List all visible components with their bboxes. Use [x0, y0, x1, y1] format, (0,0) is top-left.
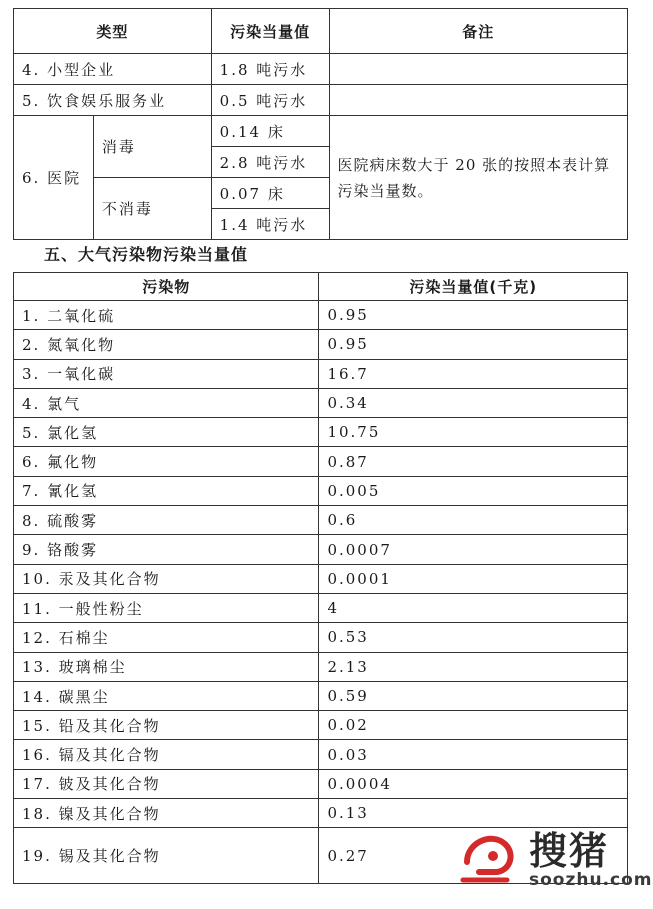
- table-row: [14, 330, 628, 359]
- table-row: [14, 506, 628, 535]
- pollutant-name: 16. 镉及其化合物: [14, 740, 319, 769]
- pollutant-value: 0.95: [319, 330, 628, 359]
- pollutant-value: 0.0007: [319, 535, 628, 564]
- table-row: [14, 359, 628, 388]
- pollutant-value: 0.87: [319, 447, 628, 476]
- pollutant-name: 10. 汞及其化合物: [14, 564, 319, 593]
- table-row: [14, 652, 628, 681]
- pollutant-value: 0.95: [319, 301, 628, 330]
- row-value: 0.5 吨污水: [211, 85, 329, 116]
- pollutant-value: 0.005: [319, 476, 628, 505]
- header-note: 备注: [329, 9, 627, 54]
- pollutant-name: 12. 石棉尘: [14, 623, 319, 652]
- pollutant-value: 0.02: [319, 711, 628, 740]
- watermark: [457, 818, 653, 903]
- watermark-brand: 搜猪: [529, 828, 610, 873]
- pollutant-name: 3. 一氧化碳: [14, 359, 319, 388]
- pollutant-name: 13. 玻璃棉尘: [14, 652, 319, 681]
- row-value: 1.8 吨污水: [211, 54, 329, 85]
- pollutant-name: 18. 镍及其化合物: [14, 799, 319, 828]
- row-note: [329, 54, 627, 85]
- header-type: 类型: [14, 9, 212, 54]
- table-row: [14, 418, 628, 447]
- pollutant-name: 9. 铬酸雾: [14, 535, 319, 564]
- pollutant-name: 19. 锡及其化合物: [14, 828, 319, 884]
- pollutant-name: 2. 氮氧化物: [14, 330, 319, 359]
- table-row: [14, 301, 628, 330]
- pollutant-name: 15. 铅及其化合物: [14, 711, 319, 740]
- pollutant-value: 0.0004: [319, 769, 628, 798]
- row-value: 1.4 吨污水: [211, 209, 329, 240]
- table-row: [14, 769, 628, 798]
- pollutant-name: 8. 硫酸雾: [14, 506, 319, 535]
- row-value: 0.14 床: [211, 116, 329, 147]
- table-row: [14, 623, 628, 652]
- pollutant-value: 2.13: [319, 652, 628, 681]
- pollutant-name: 7. 氰化氢: [14, 476, 319, 505]
- pollutant-name: 6. 氟化物: [14, 447, 319, 476]
- header-equivalent: 污染当量值(千克): [319, 273, 628, 301]
- table-row: [14, 593, 628, 622]
- pollutant-name: 14. 碳黑尘: [14, 681, 319, 710]
- table-row: [14, 476, 628, 505]
- table-row: [14, 388, 628, 417]
- table-row: [14, 711, 628, 740]
- table-row: [14, 564, 628, 593]
- soozhu-logo-icon: [457, 822, 527, 894]
- pollutant-value: 0.59: [319, 681, 628, 710]
- hospital-type: 6. 医院: [14, 116, 94, 240]
- table-row: [14, 681, 628, 710]
- pollutant-name: 5. 氯化氢: [14, 418, 319, 447]
- pollutant-name: 11. 一般性粉尘: [14, 593, 319, 622]
- header-pollutant: 污染物: [14, 273, 319, 301]
- watermark-url: soozhu.com: [529, 870, 653, 890]
- pollutant-value: 4: [319, 593, 628, 622]
- pollutant-value: 16.7: [319, 359, 628, 388]
- table-row: [14, 447, 628, 476]
- pollutant-name: 17. 铍及其化合物: [14, 769, 319, 798]
- row-value: 2.8 吨污水: [211, 147, 329, 178]
- pollutant-value: 0.13: [319, 799, 628, 828]
- section-title: 五、大气污染物污染当量值: [44, 245, 249, 264]
- water-pollutant-table: [13, 8, 628, 240]
- air-pollutant-table: [13, 272, 628, 884]
- row-type: 4. 小型企业: [14, 54, 212, 85]
- pollutant-value: 0.03: [319, 740, 628, 769]
- table-row: [14, 535, 628, 564]
- pollutant-value: 0.53: [319, 623, 628, 652]
- hospital-disinfect-label: 消毒: [93, 116, 211, 178]
- pollutant-value: 0.27: [319, 828, 628, 884]
- header-value: 污染当量值: [211, 9, 329, 54]
- pollutant-value: 0.6: [319, 506, 628, 535]
- row-type: 5. 饮食娱乐服务业: [14, 85, 212, 116]
- pollutant-value: 0.0001: [319, 564, 628, 593]
- table-row: [14, 740, 628, 769]
- pollutant-value: 0.34: [319, 388, 628, 417]
- pollutant-name: 1. 二氧化硫: [14, 301, 319, 330]
- pollutant-name: 4. 氯气: [14, 388, 319, 417]
- hospital-note: 医院病床数大于 20 张的按照本表计算污染当量数。: [329, 116, 627, 240]
- pollutant-value: 10.75: [319, 418, 628, 447]
- hospital-no-disinfect-label: 不消毒: [93, 178, 211, 240]
- row-value: 0.07 床: [211, 178, 329, 209]
- row-note: [329, 85, 627, 116]
